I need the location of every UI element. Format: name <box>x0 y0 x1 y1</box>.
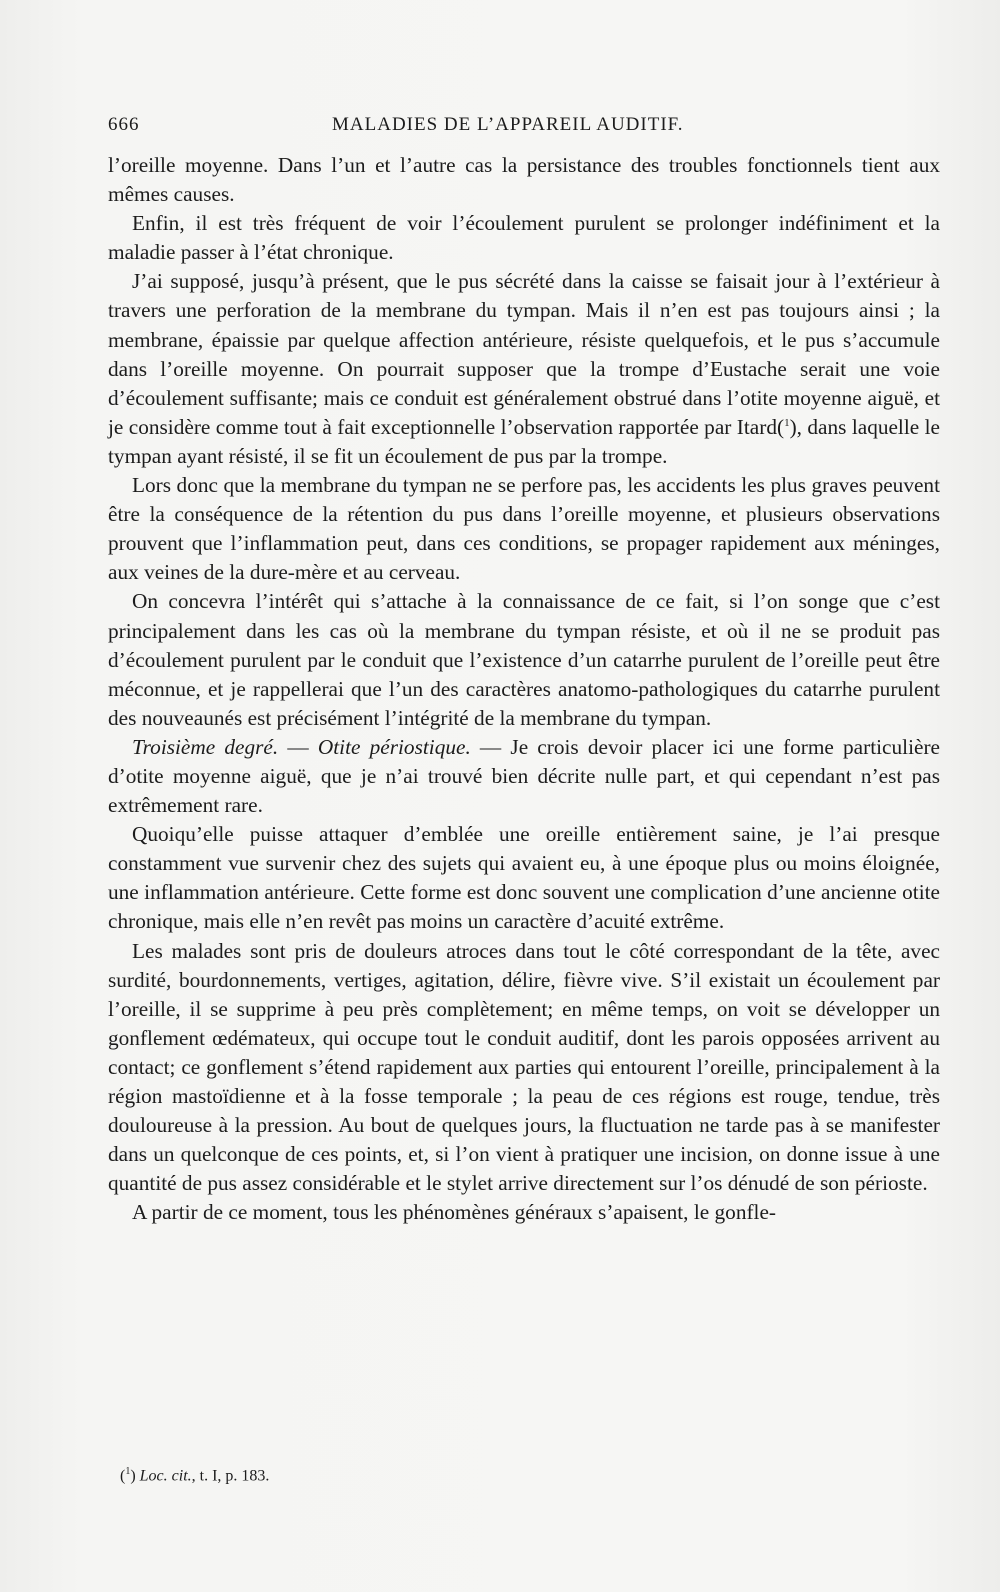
footnote-mark: 1 <box>125 1466 131 1477</box>
paragraph-text: ), dans laquelle le tympan ayant résisté, il se fit un écoulement de pus par la trompe. <box>108 414 940 468</box>
paragraph: Quoiqu’elle puisse attaquer d’emblée une oreille entièrement saine, je l’ai presque constamment vue survenir chez des sujets qui avaient eu, à une époque plus ou moins éloignée, une inflammation antérieure. Cette forme est donc souvent une complication d’une ancienne otite chronique, mais elle n’en revêt pas moins un caractère d’acuité extrême. <box>108 822 940 934</box>
paragraph: Lors donc que la membrane du tympan ne se perfore pas, les accidents les plus graves peuvent être la conséquence de la rétention du pus dans l’oreille moyenne, et plusieurs observations prouvent que l’inflammation peut, dans ces conditions, se propager rapidement aux méninges, aux veines de la dure-mère et au cerveau. <box>108 473 940 585</box>
page-header <box>108 114 940 138</box>
page-number: 666 <box>108 114 140 135</box>
running-title: MALADIES DE L’APPAREIL AUDITIF. <box>332 114 684 135</box>
body-text <box>108 151 940 1227</box>
section-heading: Troisième degré. <box>132 734 279 759</box>
heading-separator: — <box>278 734 318 759</box>
paragraph-text: — Je crois devoir placer ici une forme particulière d’otite moyenne aiguë, que je n’ai trouvé bien décrite nulle part, et qui cependant n’est pas extrêmement rare. <box>108 734 940 818</box>
footnote-reference: 1 <box>784 416 790 429</box>
paragraph: A partir de ce moment, tous les phénomènes généraux s’apaisent, le gonfle- <box>132 1200 777 1225</box>
paragraph <box>108 733 940 820</box>
footnote: ($^1$) Loc. cit., t. I, p. 183. <box>120 1466 270 1485</box>
paragraph <box>108 267 940 471</box>
paragraph: Enfin, il est très fréquent de voir l’écoulement purulent se prolonger indéfiniment et la maladie passer à l’état chronique. <box>108 211 940 265</box>
footnote-text: , t. I, p. 183. <box>191 1467 270 1485</box>
paragraph: Les malades sont pris de douleurs atroces dans tout le côté correspondant de la tête, avec surdité, bourdonnements, vertiges, agitation, délire, fièvre vive. S’il existait un écoulement par l’oreille, il se supprime à peu près complètement; en même temps, on voit se développer un gonflement œdémateux, qui occupe tout le conduit auditif, dont les parois opposées arrivent au contact; ce gonflement s’étend rapidement aux parties qui entourent l’oreille, principalement à la région mastoïdienne et à la fosse temporale ; la peau de ces régions est rouge, tendue, très douloureuse à la pression. Au bout de quelques jours, la fluctuation ne tarde pas à se manifester dans un quelconque de ces points, et, si l’on vient à pratiquer une incision, on donne issue à une quantité de pus assez considérable et le stylet arrive directement sur l’os dénudé de son périoste. <box>108 938 940 1196</box>
paragraph-text: J’ai supposé, jusqu’à présent, que le pus sécrété dans la caisse se faisait jour à l’extérieur à travers une perforation de la membrane du tympan. Mais il n’en est pas toujours ainsi ; la membrane, épaissie par quelque affection antérieure, résiste quelquefois, et le pus s’accumule dans l’oreille moyenne. On pourrait supposer que la trompe d’Eustache serait une voie d’écoulement suffisante; mais ce conduit est généralement obstrué dans l’otite moyenne aiguë, et je considère comme tout à fait exceptionnelle l’observation rapportée par Itard( <box>108 269 940 439</box>
paragraph: On concevra l’intérêt qui s’attache à la connaissance de ce fait, si l’on songe que c’est principalement dans les cas où la membrane du tympan résiste, et où il ne se produit pas d’écoulement purulent par le conduit que l’existence d’un catarrhe purulent de l’oreille peut être méconnue, et je rappellerai que l’un des caractères anatomo-pathologiques du catarrhe purulent des nouveaunés est précisément l’intégrité de la membrane du tympan. <box>108 589 940 730</box>
footnote-citation: Loc. cit. <box>139 1467 192 1485</box>
section-subheading: Otite périostique. <box>317 734 471 759</box>
paragraph: l’oreille moyenne. Dans l’un et l’autre cas la persistance des troubles fonctionnels tient aux mêmes causes. <box>108 153 940 207</box>
